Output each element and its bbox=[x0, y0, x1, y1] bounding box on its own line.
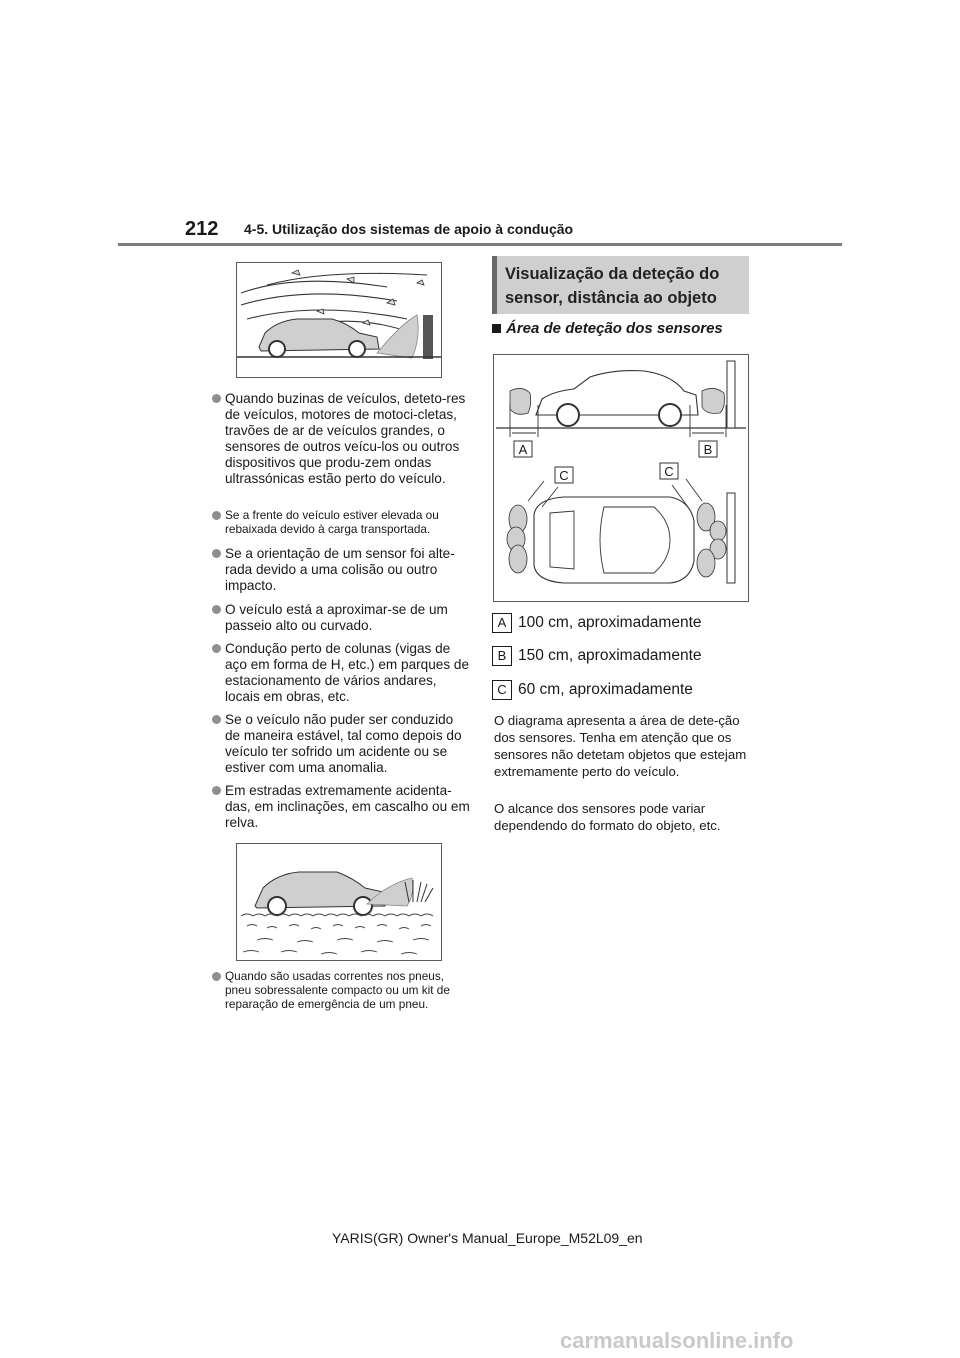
bullet-dot-icon bbox=[212, 786, 221, 795]
label-b: B bbox=[703, 442, 713, 457]
footer-manual-id: YARIS(GR) Owner's Manual_Europe_M52L09_en bbox=[332, 1230, 643, 1246]
watermark: carmanualsonline.info bbox=[560, 1328, 794, 1353]
sensor-diagram-svg bbox=[494, 355, 748, 601]
legend-key-b: B bbox=[492, 646, 512, 666]
bullet-text: Se a orientação de um sensor foi alte-rada devido a uma colisão ou outro impacto. bbox=[225, 546, 455, 593]
bullet-dot-icon bbox=[212, 644, 221, 653]
bullet-dot-icon bbox=[212, 511, 221, 520]
section-heading: Visualização da deteção do sensor, distância ao objeto bbox=[505, 265, 720, 307]
bullet-text: Se a frente do veículo estiver elevada ou rebaixada devido à carga transportada. bbox=[225, 508, 439, 536]
label-c-right: C bbox=[664, 464, 674, 479]
legend-item-a bbox=[492, 613, 702, 633]
bullet-tire-chains bbox=[212, 969, 472, 1011]
bullet-sensor-orientation bbox=[212, 546, 472, 594]
legend-text-c: 60 cm, aproximadamente bbox=[518, 681, 693, 699]
figure-ultrasonic-noise-svg bbox=[237, 263, 441, 377]
bullet-high-curb bbox=[212, 602, 472, 634]
section-title: 4-5. Utilização dos sistemas de apoio à condução bbox=[244, 221, 574, 237]
bullet-vehicle-front-raised bbox=[212, 508, 472, 536]
legend-item-c bbox=[492, 680, 693, 700]
bullet-rough-roads bbox=[212, 783, 472, 831]
legend-text-a: 100 cm, aproximadamente bbox=[518, 614, 702, 632]
paragraph-detection-area: O diagrama apresenta a área de dete-ção dos sensores. Tenha em atenção que os sensores não detetam objetos que estejam extremamente perto do veículo. bbox=[494, 713, 747, 779]
bullet-unstable-vehicle bbox=[212, 712, 472, 776]
legend-key-c: C bbox=[492, 680, 512, 700]
bullet-text: O veículo está a aproximar-se de um passeio alto ou curvado. bbox=[225, 602, 448, 633]
label-c-left: C bbox=[559, 468, 569, 483]
paragraph-sensor-range: O alcance dos sensores pode variar dependendo do formato do objeto, etc. bbox=[494, 801, 721, 833]
heading-accent-bar bbox=[492, 256, 497, 314]
bullet-columns bbox=[212, 641, 472, 705]
bullet-text: Quando são usadas correntes nos pneus, pneu sobressalente compacto ou um kit de reparação de emergência de um pneu. bbox=[225, 969, 450, 1011]
square-bullet-icon bbox=[492, 324, 501, 333]
bullet-text: Condução perto de colunas (vigas de aço em forma de H, etc.) em parques de estacionamento de vários andares, locais em obras, etc. bbox=[225, 641, 470, 704]
label-a: A bbox=[518, 442, 528, 457]
bullet-dot-icon bbox=[212, 394, 221, 403]
bullet-dot-icon bbox=[212, 605, 221, 614]
header-rule bbox=[118, 243, 842, 246]
figure-ultrasonic-noise bbox=[236, 262, 442, 378]
figure-rough-road-svg bbox=[237, 844, 441, 960]
section-heading-box bbox=[492, 256, 749, 314]
legend-item-b bbox=[492, 646, 702, 666]
legend-key-a: A bbox=[492, 613, 512, 633]
legend-text-b: 150 cm, aproximadamente bbox=[518, 647, 702, 665]
subheading bbox=[492, 320, 723, 337]
bullet-text: Em estradas extremamente acidenta-das, em inclinações, em cascalho ou em relva. bbox=[225, 783, 470, 830]
bullet-text: Quando buzinas de veículos, deteto-res de veículos, motores de motoci-cletas, travões de ar de veículos grandes, o sensores de outros veícu-los ou outros dispositivos que produ-zem ondas ultrassónicas estão perto do veículo. bbox=[225, 391, 466, 486]
bullet-ultrasonic-sources bbox=[212, 391, 472, 487]
subheading-text: Área de deteção dos sensores bbox=[506, 320, 723, 337]
bullet-text: Se o veículo não puder ser conduzido de maneira estável, tal como depois do veículo ter sofrido um acidente ou se estiver com uma anomalia. bbox=[225, 712, 462, 775]
bullet-dot-icon bbox=[212, 972, 221, 981]
figure-rough-road bbox=[236, 843, 442, 961]
bullet-dot-icon bbox=[212, 549, 221, 558]
page-number: 212 bbox=[185, 218, 219, 240]
figure-sensor-detection-area bbox=[493, 354, 749, 602]
bullet-dot-icon bbox=[212, 715, 221, 724]
